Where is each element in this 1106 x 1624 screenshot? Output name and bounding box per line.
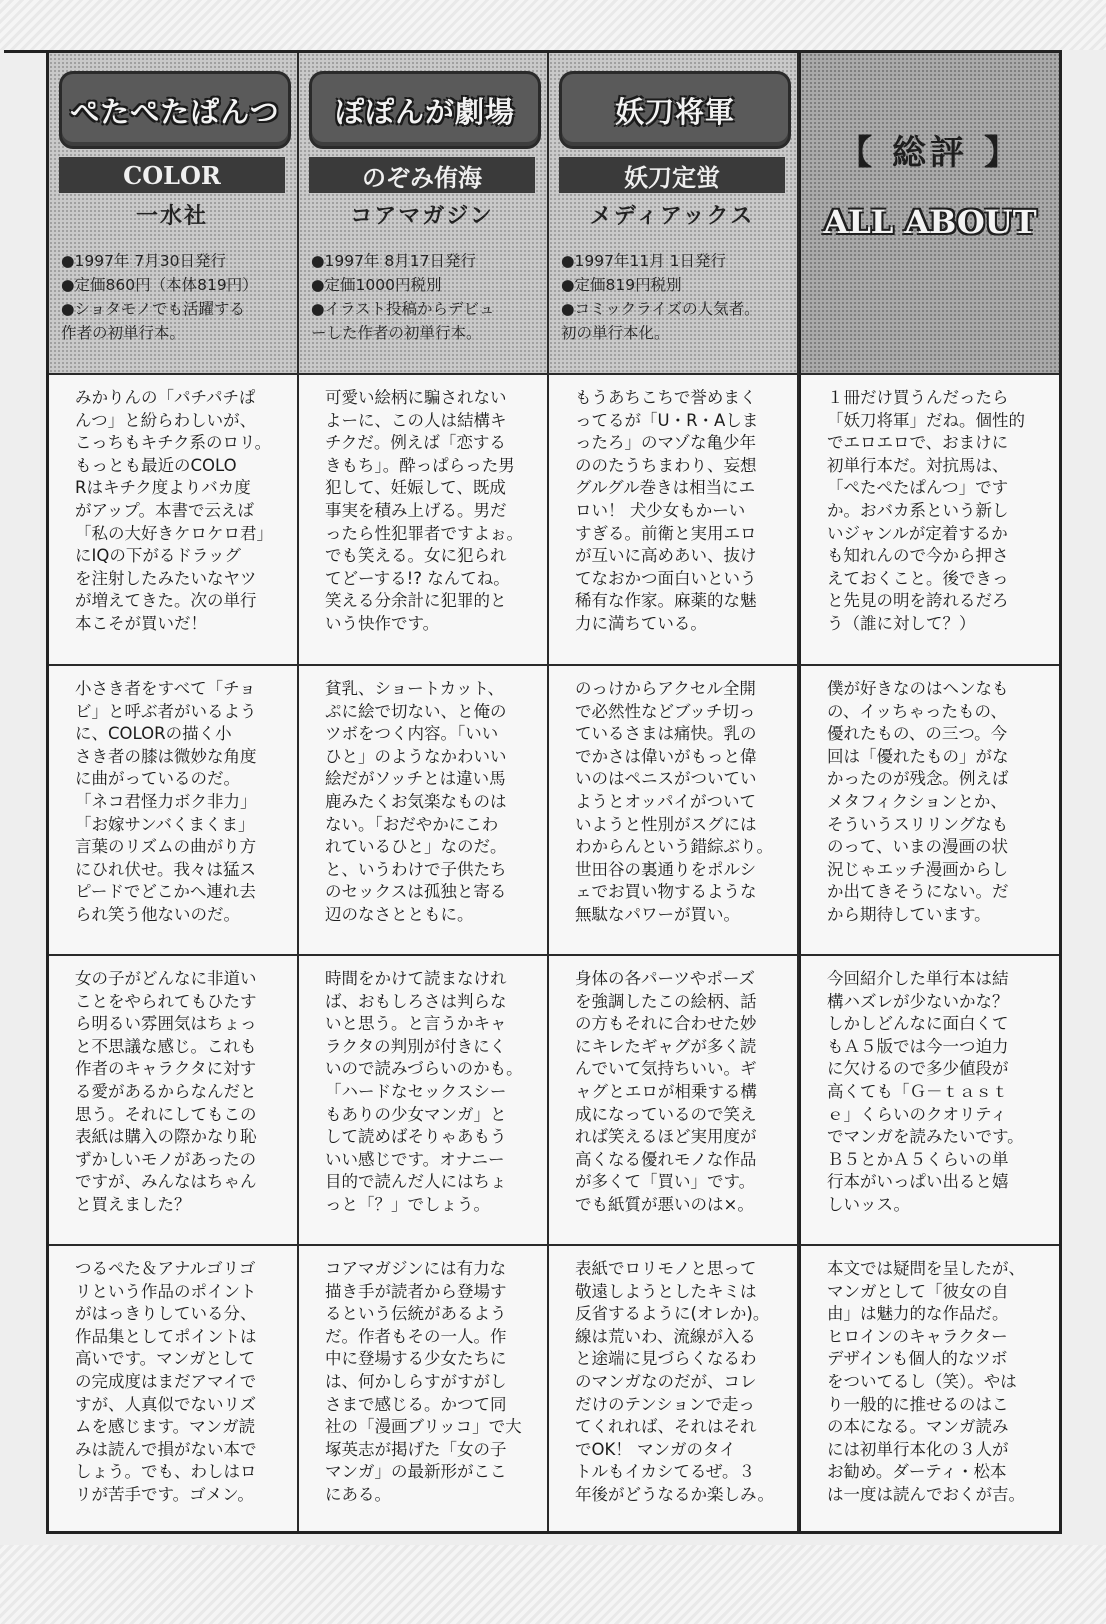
summary-text: 今回紹介した単行本は結 構ハズレが少ないかな？ しかしどんなに面白くて もＡ５版では今一つ迫力 に欠けるので多少値段が 高くても「Ｇ－ｔａｓｔ ｅ」くらいのクオリティ でマンガを読みたいです。 Ｂ５とかＡ５くらいの単 行本がいっぱい出ると嬉 しいッス。 <box>827 969 1024 1214</box>
review-cell <box>299 956 549 1246</box>
review-text: 貧乳、ショートカット、 ぷに絵で切ない、と俺の ツボをつく内容。「いい ひと」のようなかわいい 絵だがソッチとは違い馬 鹿みたくお気楽なものは ない。「おだやかにこわ れているひと」なのだ。 と、いうわけで子供たち のセックスは孤独と寄る 辺のなさとともに。 <box>325 679 507 924</box>
review-text: もうあちこちで誉めまく ってるが「U・R・Aしま ったろ」のマゾな亀少年 ののたうちまわり、妄想 グルグル巻きは相当にエ ロい！ 犬少女もかーい すぎる。前衛と実用エロ が互いに高めあい、抜け てなおかつ面白いという 稀有な作家。麻薬的な魅 力に満ちている。 <box>575 388 759 633</box>
summary-cell <box>799 666 1059 956</box>
book-author: のぞみ侑海 <box>362 162 482 192</box>
book-publisher: メディアックス <box>589 204 755 229</box>
review-text: 身体の各パーツやポーズ を強調したこの絵柄、話 の方もそれに合わせた妙 にキレたギャグが多く読 んでいて気持ちいい。ギ ャグとエロが相乗する構 成になっているので笑え れば笑えるほど実用度が 高くなる優れモノな作品 が多くて「買い」です。 でも紙質が悪いのは×。 <box>575 969 757 1214</box>
summary-header <box>799 53 1059 375</box>
summary-text: １冊だけ買うんだったら 「妖刀将軍」だね。個性的 でエロエロで、おまけに 初単行本だ。対抗馬は、 「ぺたぺたぱんつ」です か。おバカ系という新し いジャンルが定着するか も知れんので今から押さ えておくこと。後できっ と先見の明を誇れるだろ う（誰に対して？） <box>827 388 1025 633</box>
review-text: 女の子がどんなに非道い ことをやられてもひたす ら明るい雰囲気はちょっ と不思議な感じ。これも 作者のキャラクタに対す る愛があるからなんだと 思う。それにしてもこの 表紙は購入の際かなり恥 ずかしいモノがあったの ですが、みんなはちゃん と買えました？ <box>75 969 257 1214</box>
author-band <box>309 157 535 193</box>
review-text: 表紙でロリモノと思って 敬遠しようとしたキミは 反省するように(オレか)。 線は荒いわ、流線が入る と途端に見づらくなるわ のマンガなのだが、コレ だけのテンションで走っ てくれれば、それはそれ でOK！ マンガのタイ トルもイカシてるぜ。３ 年後がどうなるか楽しみ。 <box>575 1259 774 1504</box>
review-text: 可愛い絵柄に騙されない よーに、この人は結構キ チクだ。例えば「恋する きもち」。酔っぱらった男 犯して、妊娠して、既成 事実を積み上げる。男だ ったら性犯罪者ですよぉ。 でも笑える。女に犯られ てどーする!? なんてね。 笑える分余計に犯罪的と いう快作です。 <box>325 388 523 633</box>
info-line: ●定価1000円税別 <box>311 276 442 294</box>
summary-subtitle: ALL ABOUT <box>823 203 1037 241</box>
summary-text: 本文では疑問を呈したが、 マンガとして「彼女の自 由」は魅力的な作品だ。 ヒロインのキャラクター デザインも個人的なツボ をついてるし（笑）。やは り一般的に推せるのはこ の本になる。マンガ読み には初単行本化の３人が お勧め。ダーティ・松本 は一度は読んでおくが吉。 <box>827 1259 1025 1504</box>
review-text: コアマガジンには有力な 描き手が読者から登場す るという伝統があるよう だ。作者もその一人。作 中に登場する少女たちに は、何かしらすがすがし さまで感じる。かつて同 社の「漫画ブリッコ」で大 塚英志が掲げた「女の子 マンガ」の最新形がここ にある。 <box>325 1259 522 1504</box>
review-cell <box>549 666 799 956</box>
review-cell <box>299 666 549 956</box>
info-line: ●定価819円税別 <box>561 276 682 294</box>
book-title-box <box>559 71 791 149</box>
review-cell <box>549 956 799 1246</box>
book-header-1 <box>49 53 299 375</box>
info-line: 初の単行本化。 <box>561 324 670 342</box>
info-line: ーした作者の初単行本。 <box>311 324 482 342</box>
author-band <box>559 157 785 193</box>
review-table <box>46 50 1062 1534</box>
book-info <box>61 249 289 345</box>
review-cell <box>299 375 549 666</box>
review-text: 小さき者をすべて「チョ ビ」と呼ぶ者がいるよう に、COLORの描く小 さき者の膝は微妙な角度 に曲がっているのだ。 「ネコ君怪力ボク非力」 「お嫁サンバくまくま」 言葉のリズムの曲がり方 にひれ伏せ。我々は猛ス ピードでどこかへ連れ去 られ笑う他ないのだ。 <box>75 679 257 924</box>
info-line: ●イラスト投稿からデビュ <box>311 300 495 318</box>
book-publisher: コアマガジン <box>350 204 494 229</box>
summary-cell <box>799 375 1059 666</box>
page-margin-top <box>0 0 1106 50</box>
book-title: ぺたぺたぱんつ <box>70 94 280 129</box>
review-cell <box>49 666 299 956</box>
summary-title: 【 総評 】 <box>838 133 1022 173</box>
info-line: 作者の初単行本。 <box>61 324 186 342</box>
review-cell <box>49 375 299 666</box>
book-header-3 <box>549 53 799 375</box>
book-author: 妖刀定蛍 <box>624 162 720 192</box>
page-margin-bottom <box>0 1545 1106 1624</box>
review-text: つるぺた＆アナルゴリゴ リという作品のポイント がはっきりしている分、 作品集としてポイントは 高いです。マンガとして の完成度はまだアマイで すが、人真似でないリズ ムを感じます。マンガ読 みは読んで損がない本で しょう。でも、わしはロ リが苦手です。ゴメン。 <box>75 1259 257 1504</box>
review-cell <box>299 1246 549 1531</box>
info-line: ●コミックライズの人気者。 <box>561 300 760 318</box>
summary-cell <box>799 956 1059 1246</box>
book-title: 妖刀将軍 <box>614 94 735 129</box>
info-line: ●1997年11月 1日発行 <box>561 252 726 270</box>
review-text: のっけからアクセル全開 で必然性などブッチ切っ ているさまは痛快。乳の でかさは偉いがもっと偉 いのはペニスがついてい ようとオッパイがついて いようと性別がスグには わからんという錯綜ぶり。 世田谷の裏通りをポルシ ェでお買い物するような 無駄なパワーが買い。 <box>575 679 773 924</box>
review-cell <box>49 1246 299 1531</box>
book-info <box>561 249 789 345</box>
info-line: ●1997年 7月30日発行 <box>61 252 226 270</box>
review-cell <box>549 375 799 666</box>
summary-cell <box>799 1246 1059 1531</box>
review-cell <box>549 1246 799 1531</box>
author-band <box>59 157 285 193</box>
review-text: みかりんの「パチパチぱ んつ」と紛らわしいが、 こっちもキチク系のロリ。 もっとも最近のCOLO Rはキチク度よりバカ度 がアップ。本書で云えば 「私の大好きケロケロ君」 にIQの下がるドラッグ を注射したみたいなヤツ が増えてきた。次の単行 本こそが買いだ！ <box>75 388 273 633</box>
summary-text: 僕が好きなのはヘンなも の、イッちゃったもの、 優れたもの、の三つ。今 回は「優れたもの」がな かったのが残念。例えば メタフィクションとか、 そういうスリリングなも のって、いまの漫画の状 況じゃエッチ漫画からし か出てきそうにない。だ から期待しています。 <box>827 679 1009 924</box>
book-header-2 <box>299 53 549 375</box>
book-info <box>311 249 539 345</box>
info-line: ●1997年 8月17日発行 <box>311 252 476 270</box>
book-title: ぽぽんが劇場 <box>334 94 515 129</box>
review-text: 時間をかけて読まなけれ ば、おもしろさは判らな いと思う。と言うかキャ ラクタの判別が付きにく いので読みづらいのかも。 「ハードなセックスシー もありの少女マンガ」と して読めばそりゃあもう いい感じです。オナニー 目的で読んだ人にはちょ っと「？」でしょう。 <box>325 969 523 1214</box>
book-author: COLOR <box>123 160 221 190</box>
review-grid <box>49 53 1059 1531</box>
review-cell <box>49 956 299 1246</box>
info-line: ●ショタモノでも活躍する <box>61 300 246 318</box>
info-line: ●定価860円（本体819円） <box>61 276 258 294</box>
divider <box>4 50 46 53</box>
book-title-box <box>59 71 291 149</box>
book-publisher: 一水社 <box>135 204 208 229</box>
book-title-box <box>309 71 541 149</box>
